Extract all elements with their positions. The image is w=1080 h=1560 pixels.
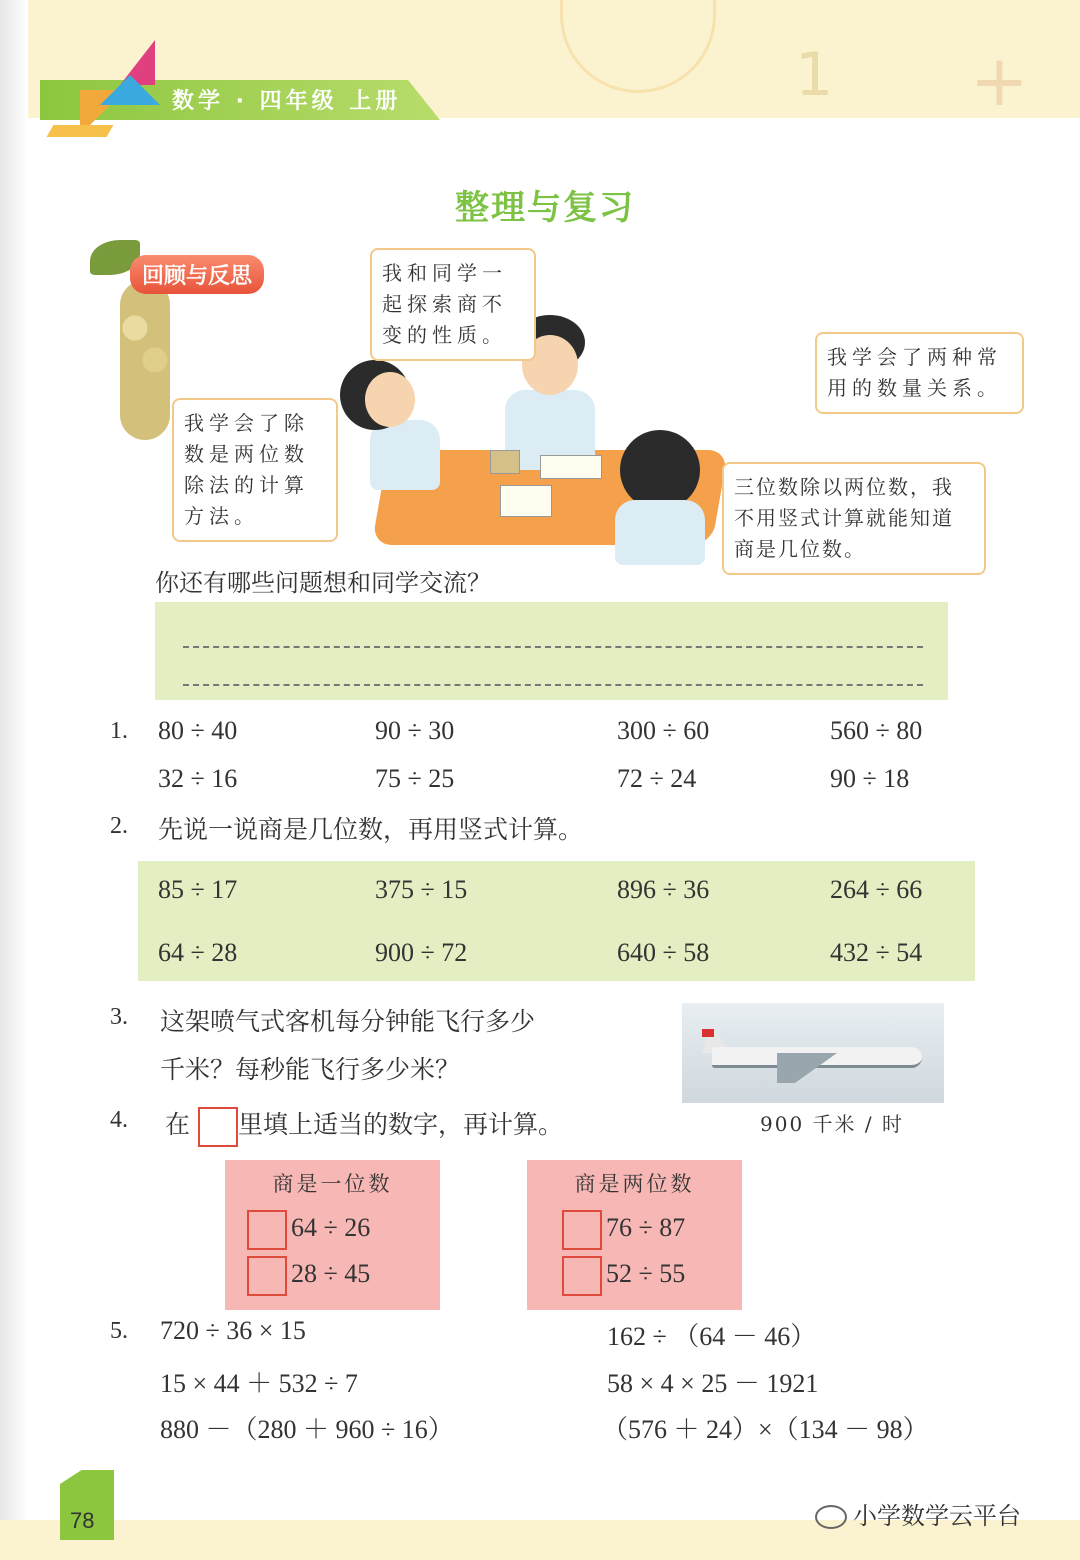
card-expression: 52 ÷ 55 — [606, 1258, 686, 1288]
expression: 880 －（280 ＋ 960 ÷ 16） — [160, 1415, 454, 1444]
problem-3-line1: 这架喷气式客机每分钟能飞行多少 — [160, 1007, 536, 1036]
answer-line — [183, 646, 923, 648]
tangram-icon — [40, 40, 160, 140]
expression: （576 ＋ 24）×（134 － 98） — [602, 1415, 929, 1444]
expression: 90 ÷ 18 — [830, 764, 910, 793]
expression: 64 ÷ 28 — [158, 938, 238, 967]
card-expression: 64 ÷ 26 — [291, 1212, 371, 1242]
expression: 80 ÷ 40 — [158, 716, 238, 745]
expression: 162 ÷ （64 － 46） — [607, 1322, 817, 1351]
problem-2-number: 2. — [110, 813, 128, 839]
page-gutter — [0, 0, 28, 1560]
watermark — [815, 1496, 1021, 1531]
speech-bubble-method: 我学会了除数是两位数除法的计算方法。 — [172, 398, 338, 542]
problem-4-text — [165, 1105, 563, 1147]
problem-5-number: 5. — [110, 1318, 128, 1344]
expression: 264 ÷ 66 — [830, 875, 923, 904]
card-two-digit-quotient — [527, 1160, 742, 1310]
digit-input[interactable] — [562, 1256, 602, 1296]
expression: 15 × 44 ＋ 532 ÷ 7 — [160, 1369, 358, 1398]
expression: 432 ÷ 54 — [830, 938, 923, 967]
problem-2-text: 先说一说商是几位数，再用竖式计算。 — [158, 815, 584, 844]
card-expression: 28 ÷ 45 — [291, 1258, 371, 1288]
card-one-digit-quotient — [225, 1160, 440, 1310]
problem-1-number: 1. — [110, 718, 128, 744]
problem-4-post: 里填上适当的数字，再计算。 — [237, 1110, 563, 1139]
plane-speed-caption: 900 千米 / 时 — [760, 1112, 904, 1136]
expression: 896 ÷ 36 — [617, 875, 710, 904]
answer-area[interactable] — [155, 602, 948, 700]
flag-icon — [702, 1029, 714, 1037]
answer-line — [183, 684, 923, 686]
card-expression: 76 ÷ 87 — [606, 1212, 686, 1242]
section-title: 整理与复习 — [455, 188, 635, 228]
expression: 85 ÷ 17 — [158, 875, 238, 904]
problem-3-line2: 千米？每秒能飞行多少米？ — [160, 1055, 461, 1084]
problem-3-number: 3. — [110, 1004, 128, 1030]
digit-input[interactable] — [247, 1256, 287, 1296]
speech-bubble-invariance: 我和同学一起探索商不变的性质。 — [370, 248, 536, 361]
digit-input[interactable] — [247, 1210, 287, 1250]
book-title: 数学 · 四年级 上册 — [172, 89, 402, 114]
speech-bubble-digits: 三位数除以两位数，我不用竖式计算就能知道商是几位数。 — [722, 462, 986, 575]
expression: 72 ÷ 24 — [617, 764, 697, 793]
number-one-decoration: 1 — [795, 40, 834, 110]
expression: 58 × 4 × 25 － 1921 — [607, 1369, 819, 1398]
digit-input[interactable] — [562, 1210, 602, 1250]
wechat-icon — [815, 1505, 847, 1529]
expression: 640 ÷ 58 — [617, 938, 710, 967]
airplane-photo — [682, 1003, 944, 1103]
expression: 75 ÷ 25 — [375, 764, 455, 793]
expression: 720 ÷ 36 × 15 — [160, 1316, 306, 1345]
watermark-text: 小学数学云平台 — [853, 1502, 1021, 1530]
problem-4-pre: 在 — [165, 1110, 191, 1139]
problem-4-number: 4. — [110, 1107, 128, 1133]
speech-bubble-relations: 我学会了两种常用的数量关系。 — [815, 332, 1024, 414]
card-title: 商是两位数 — [574, 1172, 695, 1196]
expression: 32 ÷ 16 — [158, 764, 238, 793]
review-badge: 回顾与反思 — [130, 255, 264, 294]
expression: 900 ÷ 72 — [375, 938, 468, 967]
expression: 90 ÷ 30 — [375, 716, 455, 745]
card-title: 商是一位数 — [272, 1172, 393, 1196]
expression: 560 ÷ 80 — [830, 716, 923, 745]
plus-decoration: + — [970, 40, 1029, 122]
discussion-question: 你还有哪些问题想和同学交流？ — [155, 569, 491, 597]
blank-box-icon — [198, 1107, 238, 1147]
expression: 375 ÷ 15 — [375, 875, 468, 904]
page-number: 78 — [70, 1508, 95, 1533]
expression: 300 ÷ 60 — [617, 716, 710, 745]
